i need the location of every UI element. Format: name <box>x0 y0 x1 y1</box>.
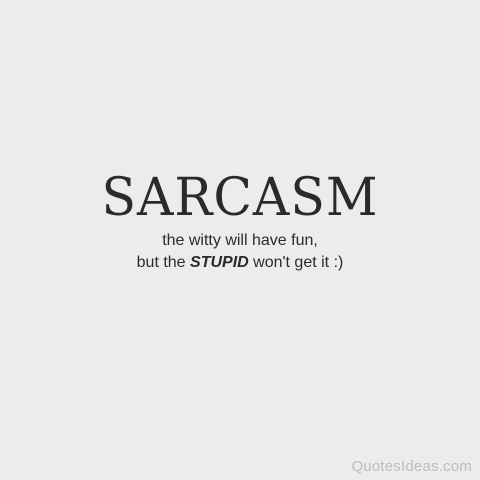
headline: SARCASM <box>101 168 379 228</box>
emphasized-word: STUPID <box>190 254 249 271</box>
quote-line-2-end: won't get it :) <box>248 254 344 271</box>
watermark: QuotesIdeas.com <box>351 458 472 475</box>
quote-line-2-start: but the <box>136 254 191 271</box>
quote-line-1: the witty will have fun, <box>162 232 318 249</box>
quote-line-2 <box>0 253 480 273</box>
